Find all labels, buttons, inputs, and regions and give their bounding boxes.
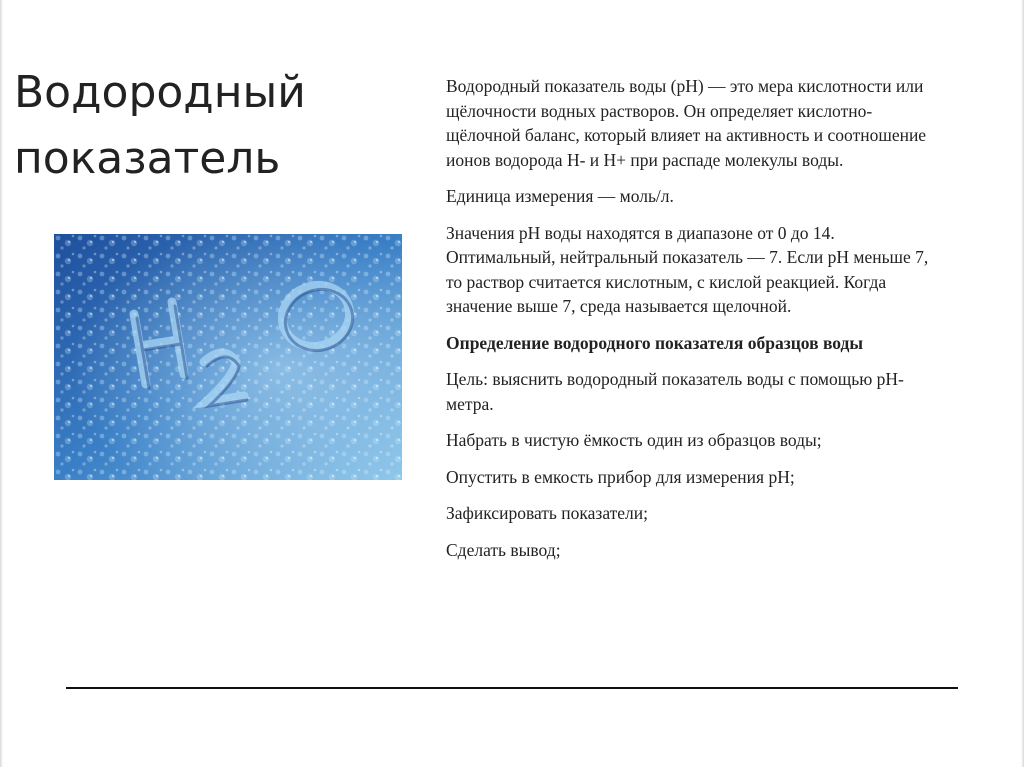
slide-title-line-1: Водородный	[14, 67, 306, 118]
paragraph-ph-range: Значения рН воды находятся в диапазоне от 0 до 14. Оптимальный, нейтральный показатель — 7. Если рН меньше 7, то раствор считается кислотным, с кислой реакцией. Когда значение выше 7, среда называется щелочной.	[446, 222, 929, 316]
bottom-divider	[66, 687, 958, 689]
h2o-image-svg	[54, 234, 402, 480]
slide-body-text	[446, 74, 946, 574]
paragraph-ph-definition: Водородный показатель воды (рН) — это мера кислотности или щёлочности водных растворов. Он определяет кислотно-щёлочной баланс, который влияет на активность и соотношение ионов водорода Н- и Н+ при распаде молекулы воды.	[446, 76, 927, 170]
step-insert-meter: Опустить в емкость прибор для измерения рН;	[446, 466, 795, 487]
step-collect-sample: Набрать в чистую ёмкость один из образцов воды;	[446, 430, 822, 450]
slide-edge-left	[0, 0, 3, 767]
water-droplets-h2o-image	[54, 234, 402, 480]
step-record-readings: Зафиксировать показатели;	[446, 503, 649, 523]
step-conclusion: Сделать вывод;	[446, 539, 561, 560]
step-goal: Цель: выяснить водородный показатель воды с помощью рН-метра.	[446, 369, 904, 414]
slide-title-line-2: показатель	[14, 133, 281, 184]
slide-title	[14, 60, 414, 192]
section-heading: Определение водородного показателя образцов воды	[446, 332, 864, 353]
paragraph-unit: Единица измерения — моль/л.	[446, 186, 674, 206]
